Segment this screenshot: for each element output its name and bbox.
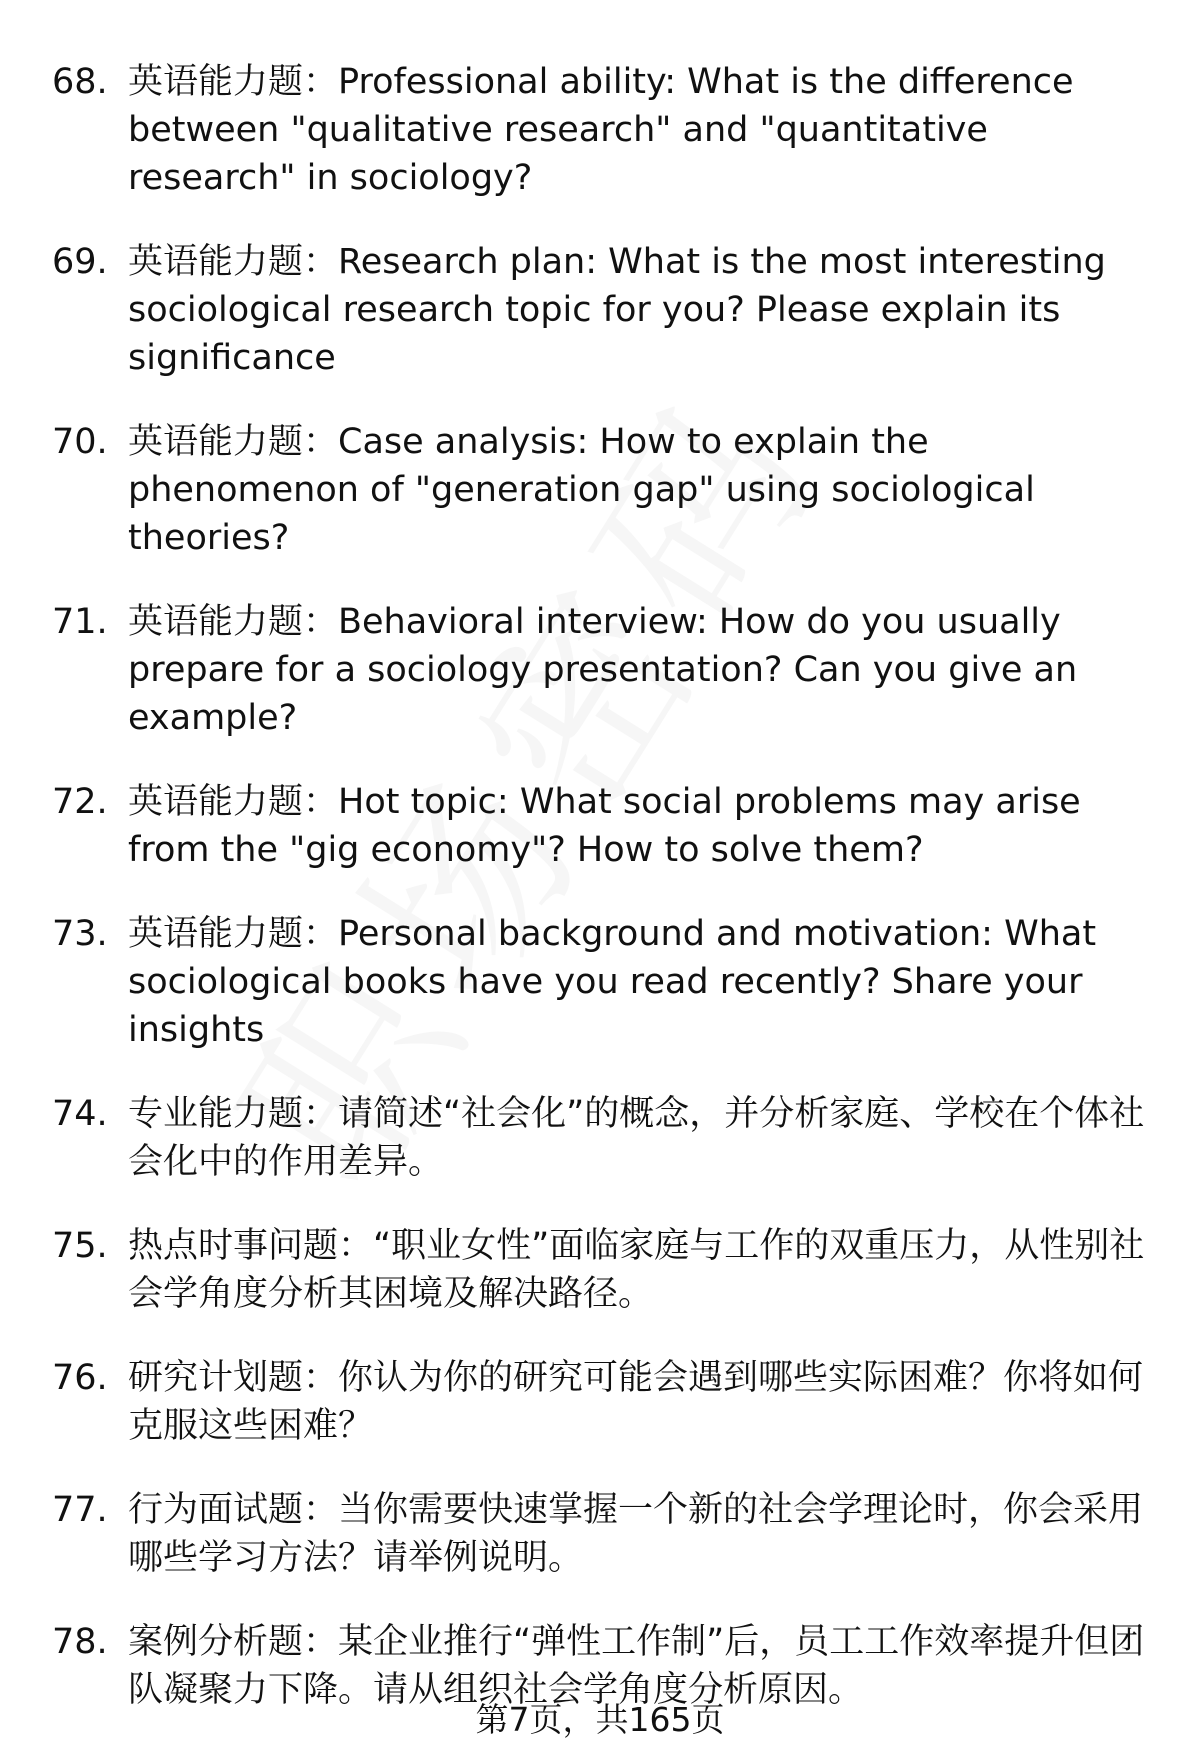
question-item-75	[0, 1222, 1200, 1318]
question-text: 英语能力题：Case analysis: How to explain the phenomenon of "generation gap" using sociological theories?	[128, 422, 1035, 558]
question-text: 热点时事问题：“职业女性”面临家庭与工作的双重压力，从性别社会学角度分析其困境及解决路径。	[128, 1226, 1145, 1314]
question-number: 71.	[52, 602, 108, 642]
question-item-71	[0, 598, 1200, 742]
question-item-73	[0, 910, 1200, 1054]
question-text: 行为面试题：当你需要快速掌握一个新的社会学理论时，你会采用哪些学习方法？请举例说明。	[128, 1490, 1144, 1578]
question-item-76	[0, 1354, 1200, 1450]
question-number: 72.	[52, 782, 108, 822]
question-item-74	[0, 1090, 1200, 1186]
question-text: 英语能力题：Hot topic: What social problems may arise from the "gig economy"? How to solve them?	[128, 782, 1081, 870]
question-text: 英语能力题：Research plan: What is the most interesting sociological research topic for you? Please explain its significance	[128, 242, 1106, 378]
question-number: 69.	[52, 242, 108, 282]
question-number: 74.	[52, 1094, 108, 1134]
question-item-70	[0, 418, 1200, 562]
question-text: 案例分析题：某企业推行“弹性工作制”后，员工工作效率提升但团队凝聚力下降。请从组织社会学角度分析原因。	[128, 1622, 1145, 1710]
question-number: 77.	[52, 1490, 108, 1530]
question-text: 英语能力题：Professional ability: What is the difference between "qualitative research" and "quantitative research" in sociology?	[128, 62, 1074, 198]
question-text: 英语能力题：Personal background and motivation: What sociological books have you read recently? Share your insights	[128, 914, 1097, 1050]
question-text: 英语能力题：Behavioral interview: How do you usually prepare for a sociology presentation? Can you give an example?	[128, 602, 1078, 738]
question-number: 70.	[52, 422, 108, 462]
question-text: 研究计划题：你认为你的研究可能会遇到哪些实际困难？你将如何克服这些困难？	[128, 1358, 1144, 1446]
question-item-69	[0, 238, 1200, 382]
question-number: 78.	[52, 1622, 108, 1662]
question-number: 68.	[52, 62, 108, 102]
page-footer: 第7页，共165页	[475, 1700, 725, 1739]
question-number: 76.	[52, 1358, 108, 1398]
question-item-68	[0, 58, 1200, 202]
question-item-72	[0, 778, 1200, 874]
question-list	[0, 58, 1200, 1750]
question-number: 75.	[52, 1226, 108, 1266]
question-item-77	[0, 1486, 1200, 1582]
question-text: 专业能力题：请简述“社会化”的概念，并分析家庭、学校在个体社会化中的作用差异。	[128, 1094, 1145, 1182]
question-number: 73.	[52, 914, 108, 954]
